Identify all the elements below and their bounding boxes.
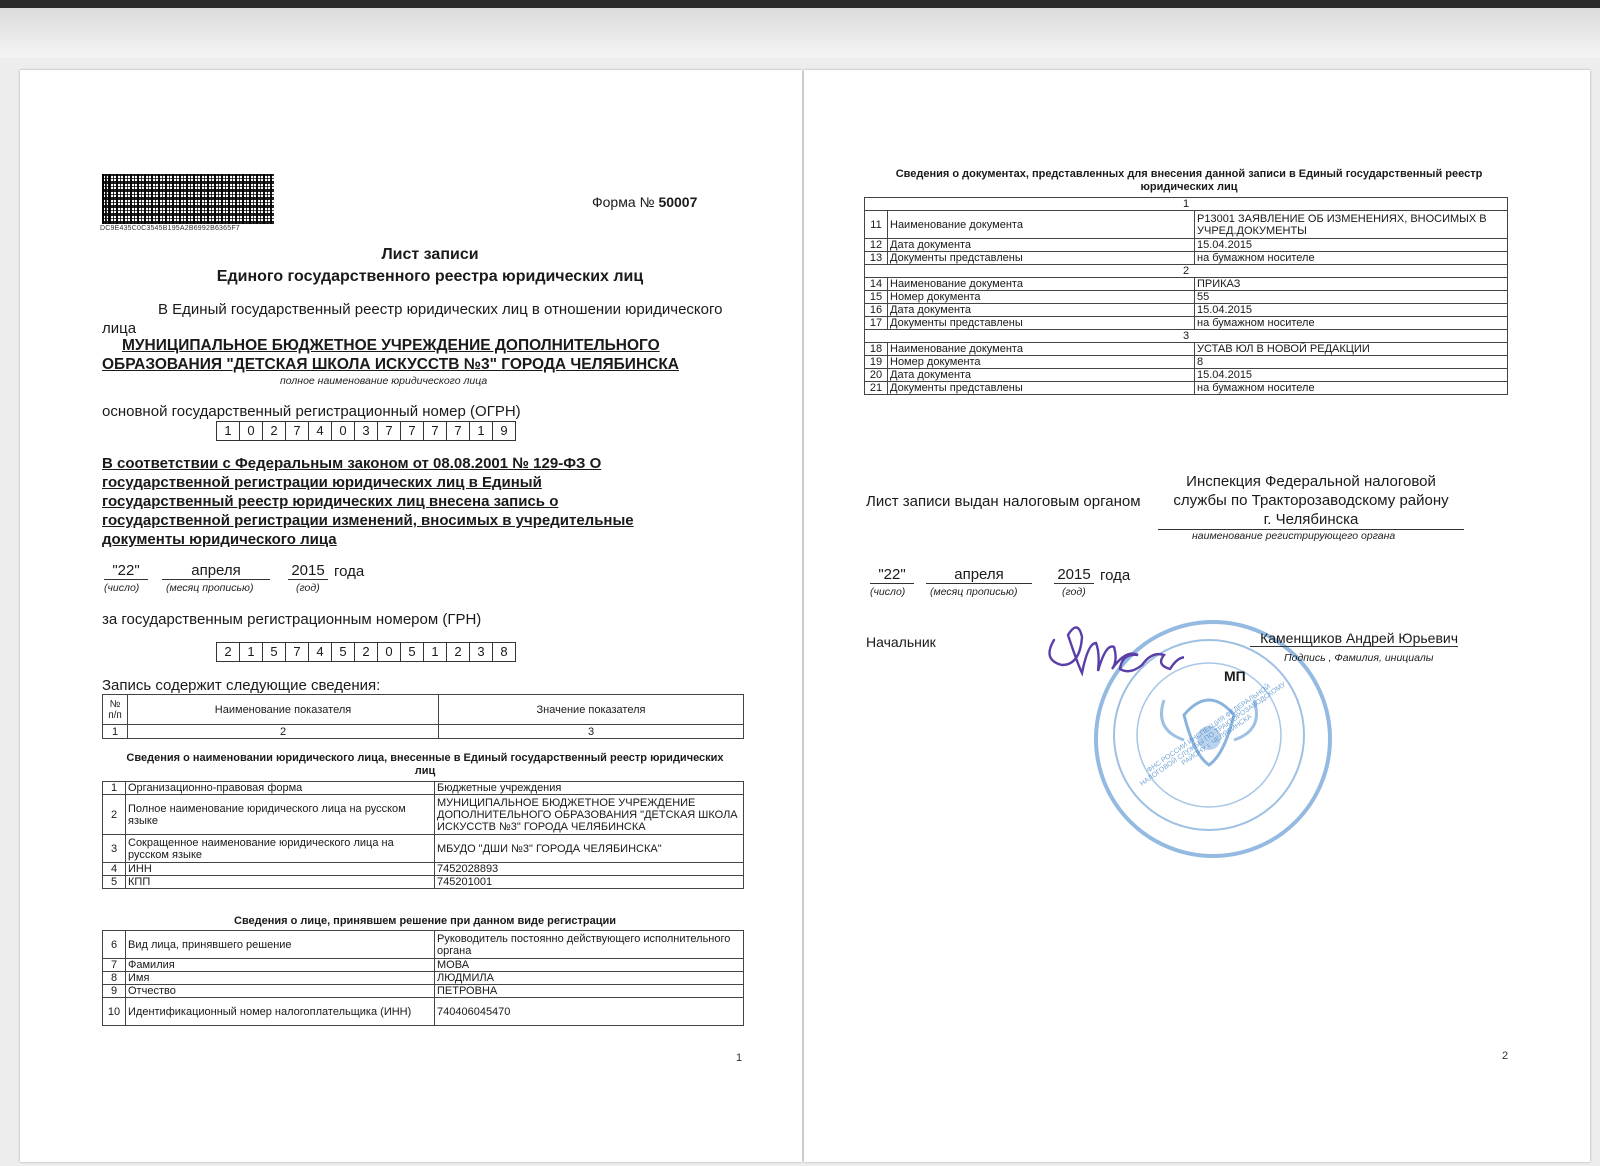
group-header: 2 [865,265,1508,278]
col-index: 1 [103,725,128,739]
section-2-table [102,930,744,1026]
digit-cell: 7 [286,643,309,661]
row-number: 3 [103,835,126,863]
header-table [102,694,744,739]
row-value: 8 [1195,356,1508,369]
table-row [865,252,1508,265]
row-value: ПРИКАЗ [1195,278,1508,291]
row-value: 15.04.2015 [1195,239,1508,252]
row-name: Наименование документа [888,211,1195,239]
page-1 [20,70,802,1162]
row-name: Полное наименование юридического лица на русском языке [126,795,435,835]
position-label: Начальник [866,634,936,650]
barcode-image [102,174,274,224]
signer-caption: Подпись , Фамилия, инициалы [1284,652,1434,664]
table-row [103,972,744,985]
caption-year: (год) [1062,586,1086,598]
authority-line-3: г. Челябинска [1158,510,1464,530]
caption-day: (число) [870,586,906,598]
col-index: 2 [128,725,439,739]
row-number: 5 [103,876,126,889]
digit-cell: 7 [286,422,309,440]
digit-cell: 9 [500,423,508,438]
row-number: 9 [103,985,126,998]
title-line-2: Единого государственного реестра юридических лиц [216,268,644,285]
page-number: 1 [736,1052,743,1064]
form-label: Форма № [592,194,655,210]
col-name-header: Наименование показателя [128,695,439,725]
law-line: документы юридического лица [102,531,337,548]
date-year-suffix: года [334,563,365,580]
form-number-label [592,194,697,210]
authority-line-1: Инспекция Федеральной налоговой [1186,473,1436,490]
row-name: Номер документа [888,356,1195,369]
issued-by-label: Лист записи выдан налоговым органом [866,493,1141,510]
org-name-caption: полное наименование юридического лица [280,375,488,387]
table-row [103,985,744,998]
row-value: на бумажном носителе [1195,252,1508,265]
document-title [120,244,740,288]
table-row [103,876,744,889]
signer-name: Каменщиков Андрей Юрьевич [1250,630,1458,647]
scanner-top-bar [0,0,1600,8]
row-number: 15 [865,291,888,304]
row-value: 55 [1195,291,1508,304]
contains-label: Запись содержит следующие сведения: [102,677,381,694]
intro-line-1: В Единый государственный реестр юридических лиц в отношении юридического [158,301,723,318]
date-day: "22" [870,566,914,584]
section-1-table [102,781,744,889]
table-row [865,239,1508,252]
table-row [865,343,1508,356]
row-name: Дата документа [888,304,1195,317]
col-value-header: Значение показателя [439,695,744,725]
page-2 [804,70,1590,1162]
row-value: Р13001 ЗАЯВЛЕНИЕ ОБ ИЗМЕНЕНИЯХ, ВНОСИМЫХ В УЧРЕД.ДОКУМЕНТЫ [1195,211,1508,239]
digit-cell: 0 [240,422,263,440]
row-number: 6 [103,931,126,959]
row-name: Вид лица, принявшего решение [126,931,435,959]
row-number: 1 [103,782,126,795]
digit-cell: 5 [263,643,286,661]
table-row [103,998,744,1026]
row-value: 740406045470 [435,998,744,1026]
row-value: 15.04.2015 [1195,369,1508,382]
org-name-line-2: ОБРАЗОВАНИЯ "ДЕТСКАЯ ШКОЛА ИСКУССТВ №3" ГОРОДА ЧЕЛЯБИНСКА [102,356,679,373]
stamp-text: ФНС РОССИИ ИНСПЕКЦИЯ ФЕДЕРАЛЬНОЙ НАЛОГОВОЙ СЛУЖБЫ ПО ТРАКТОРОЗАВОДСКОМУ РАЙОНУ г. ЧЕЛЯБИНСКА [1138,681,1288,788]
law-line: государственный реестр юридических лиц внесена запись о [102,493,559,510]
ogrn-label: основной государственный регистрационный номер (ОГРН) [102,403,521,420]
digit-cell: 7 [378,422,401,440]
row-name: Документы представлены [888,252,1195,265]
authority-line-2: службы по Тракторозаводскому району [1173,492,1449,509]
table-row [103,782,744,795]
row-value: 15.04.2015 [1195,304,1508,317]
grn-label: за государственным регистрационным номером (ГРН) [102,611,482,628]
table-row [103,835,744,863]
col-index: 3 [439,725,744,739]
row-number: 2 [103,795,126,835]
digit-cell: 2 [447,643,470,661]
row-name: Организационно-правовая форма [126,782,435,795]
title-line-1: Лист записи [381,246,479,263]
digit-cell: 1 [240,643,263,661]
row-name: Документы представлены [888,317,1195,330]
caption-year: (год) [296,582,320,594]
law-line: В соответствии с Федеральным законом от 08.08.2001 № 129-ФЗ О [102,455,602,472]
table-row [865,369,1508,382]
row-name: Фамилия [126,959,435,972]
row-name: КПП [126,876,435,889]
row-value: МБУДО "ДШИ №3" ГОРОДА ЧЕЛЯБИНСКА" [435,835,744,863]
date-year: 2015 [288,562,328,580]
digit-cell: 3 [355,422,378,440]
date-day: "22" [104,562,148,580]
table-row [103,863,744,876]
law-line: государственной регистрации изменений, вносимых в учредительные [102,512,634,529]
section-1-title: Сведения о наименовании юридического лица, внесенные в Единый государственный реестр юридических лиц [126,752,724,777]
date-year: 2015 [1054,566,1094,584]
digit-cell: 7 [424,422,447,440]
row-number: 18 [865,343,888,356]
row-value: Бюджетные учреждения [435,782,744,795]
digit-cell: 2 [263,422,286,440]
table-row [865,278,1508,291]
table-row [103,795,744,835]
row-number: 20 [865,369,888,382]
digit-cell: 2 [355,643,378,661]
row-number: 21 [865,382,888,395]
digit-cell: 2 [217,643,240,661]
table-row [865,291,1508,304]
table-row [865,304,1508,317]
date-month: апреля [162,562,270,580]
row-number: 12 [865,239,888,252]
row-value: ЛЮДМИЛА [435,972,744,985]
caption-day: (число) [104,582,140,594]
digit-cell: 4 [309,422,332,440]
row-name: Дата документа [888,369,1195,382]
row-value: на бумажном носителе [1195,382,1508,395]
digit-cell: 0 [378,643,401,661]
organization-name [102,336,679,374]
row-value: 7452028893 [435,863,744,876]
authority-name [1158,472,1464,530]
row-number: 16 [865,304,888,317]
col-number-header: № п/п [103,695,128,725]
mp-label: МП [1224,668,1246,684]
ogrn-digits [216,421,516,441]
documents-section-title: Сведения о документах, представленных для внесения данной записи в Единый государственный реестр юридических лиц [895,168,1483,193]
row-value: УСТАВ ЮЛ В НОВОЙ РЕДАКЦИИ [1195,343,1508,356]
row-name: Наименование документа [888,278,1195,291]
handwritten-signature [1034,610,1184,680]
digit-cell: 7 [401,422,424,440]
row-number: 14 [865,278,888,291]
row-name: Наименование документа [888,343,1195,356]
section-2-title: Сведения о лице, принявшем решение при данном виде регистрации [234,915,616,927]
row-name: Отчество [126,985,435,998]
group-header: 1 [865,198,1508,211]
row-name: Дата документа [888,239,1195,252]
row-number: 10 [103,998,126,1026]
row-value: Руководитель постоянно действующего исполнительного органа [435,931,744,959]
row-value: 745201001 [435,876,744,889]
row-name: Идентификационный номер налогоплательщика (ИНН) [126,998,435,1026]
org-name-line-1: МУНИЦИПАЛЬНОЕ БЮДЖЕТНОЕ УЧРЕЖДЕНИЕ ДОПОЛНИТЕЛЬНОГО [122,337,660,354]
row-number: 7 [103,959,126,972]
digit-cell: 1 [424,643,447,661]
table-row [865,211,1508,239]
row-number: 19 [865,356,888,369]
caption-month: (месяц прописью) [166,582,254,594]
table-row [865,382,1508,395]
scan-background [0,8,1600,58]
table-row [865,317,1508,330]
grn-digits [216,642,516,662]
digit-cell: 5 [401,643,424,661]
row-number: 4 [103,863,126,876]
page-number: 2 [1502,1050,1509,1062]
barcode-code: DC9E435C0C3545B195A2B6992B6365F7 [100,225,240,232]
table-row [865,356,1508,369]
digit-cell: 7 [447,422,470,440]
group-header: 3 [865,330,1508,343]
row-value: МОВА [435,959,744,972]
digit-cell: 4 [309,643,332,661]
law-statement [102,454,634,549]
row-number: 13 [865,252,888,265]
authority-caption: наименование регистрирующего органа [1192,530,1396,542]
date-month: апреля [926,566,1032,584]
row-name: Документы представлены [888,382,1195,395]
row-value: МУНИЦИПАЛЬНОЕ БЮДЖЕТНОЕ УЧРЕЖДЕНИЕ ДОПОЛНИТЕЛЬНОГО ОБРАЗОВАНИЯ "ДЕТСКАЯ ШКОЛА ИСКУССТВ №3" ГОРОДА ЧЕЛЯБИНСКА [435,795,744,835]
documents-table [864,197,1508,395]
row-number: 8 [103,972,126,985]
digit-cell: 1 [470,422,493,440]
row-number: 17 [865,317,888,330]
digit-cell: 3 [470,643,493,661]
digit-cell: 5 [332,643,355,661]
row-name: Сокращенное наименование юридического лица на русском языке [126,835,435,863]
intro-line-2: лица [102,320,137,337]
date-year-suffix: года [1100,567,1131,584]
row-name: Номер документа [888,291,1195,304]
row-name: Имя [126,972,435,985]
row-value: ПЕТРОВНА [435,985,744,998]
digit-cell: 8 [500,644,508,659]
digit-cell: 1 [217,422,240,440]
law-line: государственной регистрации юридических лиц в Единый [102,474,542,491]
table-row [103,931,744,959]
row-number: 11 [865,211,888,239]
table-row [103,959,744,972]
row-value: на бумажном носителе [1195,317,1508,330]
form-number: 50007 [658,194,698,210]
caption-month: (месяц прописью) [930,586,1018,598]
row-name: ИНН [126,863,435,876]
digit-cell: 0 [332,422,355,440]
